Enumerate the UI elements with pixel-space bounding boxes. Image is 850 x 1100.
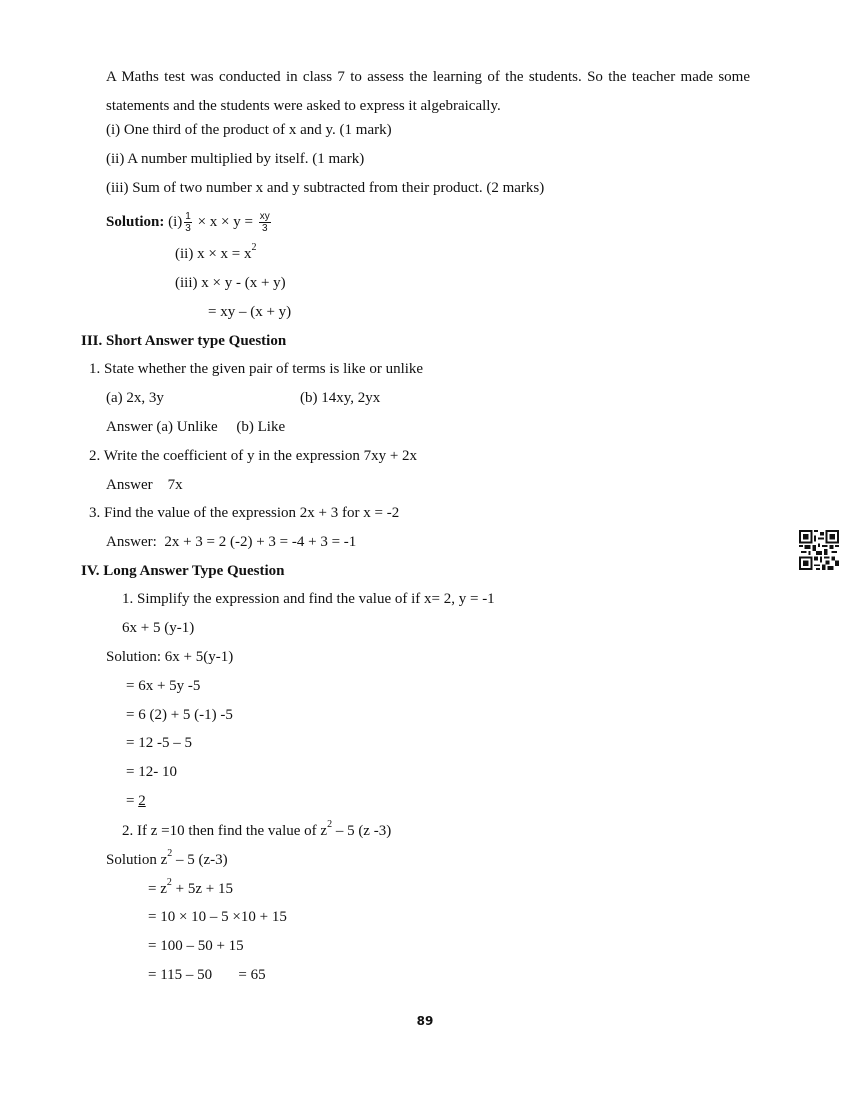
solution-i-prefix: (i) bbox=[168, 214, 183, 230]
s4-q2-step-1: = $z^2 + 5z + 15$ bbox=[148, 877, 233, 897]
s4-q1-step-5: = 2 bbox=[126, 793, 146, 809]
s4-q2-step-4: = 115 – 50 = 65 bbox=[148, 967, 266, 983]
solution-line-i bbox=[106, 210, 273, 234]
s4-question-1: 1. Simplify the expression and find the value of if x= 2, y = -1 bbox=[122, 591, 495, 607]
fraction-xy-over-3: $\frac{xy}{3}$ bbox=[259, 211, 270, 235]
page-number: 89 bbox=[416, 1014, 434, 1028]
solution-line-ii: (ii) $x \times x = x^2$ bbox=[175, 242, 257, 262]
item-i: (i) One third of the product of x and y. (1 mark) bbox=[106, 122, 392, 138]
qr-code-icon bbox=[799, 530, 839, 570]
s3-q1-option-b: (b) 14xy, 2yx bbox=[300, 390, 381, 406]
s4-q1-step-2: = 6 (2) + 5 (-1) -5 bbox=[126, 707, 233, 723]
s3-question-2: 2. Write the coefficient of y in the expression 7xy + 2x bbox=[89, 448, 418, 464]
item-ii: (ii) A number multiplied by itself. (1 mark) bbox=[106, 151, 365, 167]
solution-i-mid: × x × y = bbox=[197, 214, 253, 230]
s4-question-2: 2. If z =10 then find the value of $z^2 - 5$ (z -3) bbox=[122, 819, 392, 839]
s3-q2-answer: Answer 7x bbox=[106, 477, 183, 493]
s3-question-1: 1. State whether the given pair of terms is like or unlike bbox=[89, 361, 424, 377]
solution-line-iii: (iii) x × y - (x + y) bbox=[175, 275, 286, 291]
s3-question-3: 3. Find the value of the expression 2x + 3 for x = -2 bbox=[89, 505, 400, 521]
s4-q2-step-2: = 10 × 10 – 5 ×10 + 15 bbox=[148, 909, 287, 925]
s3-q1-option-a: (a) 2x, 3y bbox=[106, 390, 164, 406]
solution-line-iii-result: = xy – (x + y) bbox=[208, 304, 292, 320]
s3-q1-answer: Answer (a) Unlike (b) Like bbox=[106, 419, 286, 435]
s3-q3-answer: Answer: 2x + 3 = 2 (-2) + 3 = -4 + 3 = -1 bbox=[106, 534, 357, 550]
solution-label: Solution: bbox=[106, 214, 165, 230]
s4-q1-step-4: = 12- 10 bbox=[126, 764, 177, 780]
s4-q1-solution: Solution: 6x + 5(y-1) bbox=[106, 649, 234, 665]
s4-q1-expression: 6x + 5 (y-1) bbox=[122, 620, 195, 636]
intro-paragraph: A Maths test was conducted in class 7 to assess the learning of the students. So the teacher made some statements and the students were asked to express it algebraically. bbox=[106, 69, 750, 114]
section-3-heading: III. Short Answer type Question bbox=[81, 333, 287, 349]
fraction-one-third: $\frac{1}{3}$ bbox=[185, 211, 191, 235]
s4-q2-solution: Solution $z^2 - 5$ (z-3) bbox=[106, 848, 228, 868]
s4-q1-step-1: = 6x + 5y -5 bbox=[126, 678, 201, 694]
item-iii: (iii) Sum of two number x and y subtracted from their product. (2 marks) bbox=[106, 180, 545, 196]
section-4-heading: IV. Long Answer Type Question bbox=[81, 563, 285, 579]
s4-q1-final-answer: 2 bbox=[138, 793, 146, 809]
s4-q2-step-3: = 100 – 50 + 15 bbox=[148, 938, 244, 954]
s4-q1-step-3: = 12 -5 – 5 bbox=[126, 735, 192, 751]
